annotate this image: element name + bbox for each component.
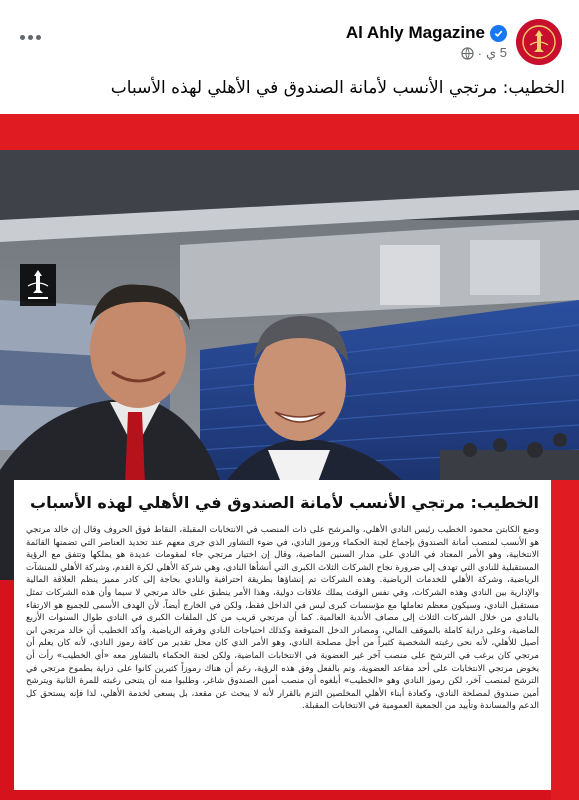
red-top-band	[0, 114, 579, 150]
verified-badge-icon	[490, 25, 507, 42]
post-meta	[461, 45, 507, 61]
globe-icon[interactable]	[461, 47, 474, 60]
article-body: وضع الكابتن محمود الخطيب رئيس النادي الأهلي، والمرشح على ذات المنصب في الانتخابات المقبلة، النقاط فوق الحروف وقال إن خالد مرتجي هو الأنسب لمنصب أمانة الصندوق بإجماع لجنة الحكماء ورموز النادي، في ضوء التشاور الذي جرى معهم عند تحديد العناصر التي تضمنها القائمة الانتخابية، وهو الأمر المعتاد في النادي على مدار السنين الماضية، وقال إن اختيار مرتجي جاء لمقومات عديدة هو يملكها وتتفق مع الرؤية المستقبلية للنادي التي تهدف إلى ضرورة نجاح الشركات الثلاث الكبرى التي أنشأها النادي، وهي شركة الأهلي لكرة القدم، وشركة الأهلي للمنشآت الرياضية، وشركة الأهلي للخدمات الرياضية. وهذه الشركات تم إنشاؤها بطريقة احترافية والنادي بحاجة إلى كادر مميز ينظم العلاقة المالية والإدارية بين النادي وهذه الشركات، وفي نفس الوقت يملك علاقات دولية، وهذا الأمر ينطبق على خالد مرتجي لا سيما وأن هذه الشركات تمثل مستقبل النادي، وسيكون معظم تعاملها مع مؤسسات كبرى ليس في الداخل فقط، ولكن في الخارج أيضاً، لأن الهدف الأسمى للجميع هو الارتقاء بالنادي من خلال الشركات الثلاث إلى مصاف الأندية العالمية. كما أن مرتجي قريب من كل الملفات الكبرى في النادي طوال السنوات الأربع الماضية، وعلى دراية كاملة بالموقف المالي، ومصادر الدخل المتوقعة وكذلك احتياجات النادي وفرقه الرياضية. وأكد الخطيب أن خالد مرتجي ابن أصيل للأهلي، لأنه نحى رغبته الشخصية كثيراً من أجل مصلحة النادي، وهو الأمر الذي كان محل تقدير من كافة رموز النادي، لأنه كان يعلم أن مرتجي كان يرغب في الترشح على منصب آخر غير العضوية في الانتخابات الماضية، ولكن لجنة الحكماء بالتشاور معه «أي الخطيب» رأت أن يخوض مرتجي الانتخابات على أحد مقاعد العضوية، وتم بالفعل وفق هذه الرؤية، رغم أن هناك رموزاً كثيرين كانوا على دراية بطموح مرتجي في الترشح لمنصب آخر، لكن رموز النادي وهو «الخطيب» أبلغوه أن منصب أمين الصندوق شاغر، وطلبوا منه أن يتنحى رغبته للمرة الثانية ويترشح أمين صندوق لمصلحة النادي، وكعادة أبناء الأهلي المخلصين التزم بالقرار لأنه لا يبحث عن مقعد، بل يسعى لخدمة الأهلي، لذا فإنه يستحق كل الدعم والمساندة وتأييد من الجمعية العمومية في الانتخابات المقبلة.	[26, 525, 539, 712]
page-name-label[interactable]: Al Ahly Magazine	[345, 23, 485, 42]
post-time[interactable]: 5 ي	[485, 45, 507, 60]
al-ahly-logo-icon	[516, 19, 562, 65]
red-side-band	[551, 480, 579, 800]
post-image[interactable]	[0, 114, 579, 800]
post-header	[0, 0, 579, 112]
meta-separator: ·	[477, 45, 482, 61]
post-caption: الخطيب: مرتجي الأنسب لأمانة الصندوق في الأهلي لهذه الأسباب	[110, 78, 565, 98]
article-headline: الخطيب: مرتجي الأنسب لأمانة الصندوق في الأهلي لهذه الأسباب	[30, 493, 539, 512]
more-options-icon[interactable]	[20, 30, 44, 44]
page-name[interactable]	[346, 23, 507, 43]
article-panel	[14, 480, 551, 790]
page-avatar[interactable]	[516, 19, 562, 65]
al-ahly-watermark-icon	[20, 264, 56, 306]
